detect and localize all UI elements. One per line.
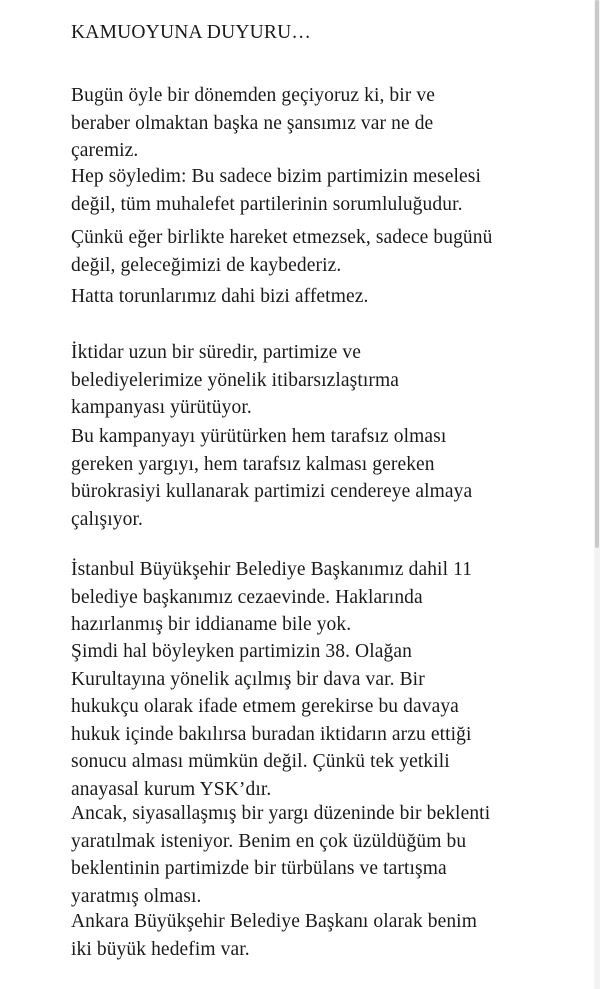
paragraph-4: Hatta torunlarımız dahi bizi affetmez. xyxy=(71,286,369,307)
vertical-scrollbar[interactable] xyxy=(594,0,600,989)
paragraph-2: Hep söyledim: Bu sadece bizim partimizin meselesi değil, tüm muhalefet partilerinin sorumluluğudur. xyxy=(71,166,481,215)
scrollbar-thumb[interactable] xyxy=(595,0,599,548)
paragraph-3: Çünkü eğer birlikte hareket etmezsek, sadece bugünü değil, geleceğimizi de kaybederiz. xyxy=(71,227,493,276)
paragraph-9: Ancak, siyasallaşmış bir yargı düzeninde bir beklenti yaratılmak isteniyor. Benim en çok üzüldüğüm bu beklentinin partimizde bir türbülans ve tartışma yaratmış olması. xyxy=(71,803,491,907)
paragraph-6: Bu kampanyayı yürütürken hem tarafsız olması gereken yargıyı, hem tarafsız kalması gereken bürokrasiyi kullanarak partimizi cendereye almaya çalışıyor. xyxy=(71,426,473,530)
document-title: KAMUOYUNA DUYURU… xyxy=(71,22,312,43)
paragraph-10: Ankara Büyükşehir Belediye Başkanı olarak benim iki büyük hedefim var. xyxy=(71,911,477,960)
paragraph-1: Bugün öyle bir dönemden geçiyoruz ki, bir ve beraber olmaktan başka ne şansımız var ne de çaremiz. xyxy=(71,85,435,161)
paragraph-5: İktidar uzun bir süredir, partimize ve belediyelerimize yönelik itibarsızlaştırma kampanyası yürütüyor. xyxy=(71,342,399,418)
paragraph-8: Şimdi hal böyleyken partimizin 38. Olağan Kurultayına yönelik açılmış bir dava var. Bir hukukçu olarak ifade etmem gerekirse bu davaya hukuk içinde bakılırsa buradan iktidarın arzu ettiği sonucu alması mümkün değil. Çünkü tek yetkili anayasal kurum YSK’dır. xyxy=(71,641,472,800)
paragraph-7: İstanbul Büyükşehir Belediye Başkanımız dahil 11 belediye başkanımız cezaevinde. Haklarında hazırlanmış bir iddianame bile yok. xyxy=(71,559,473,635)
